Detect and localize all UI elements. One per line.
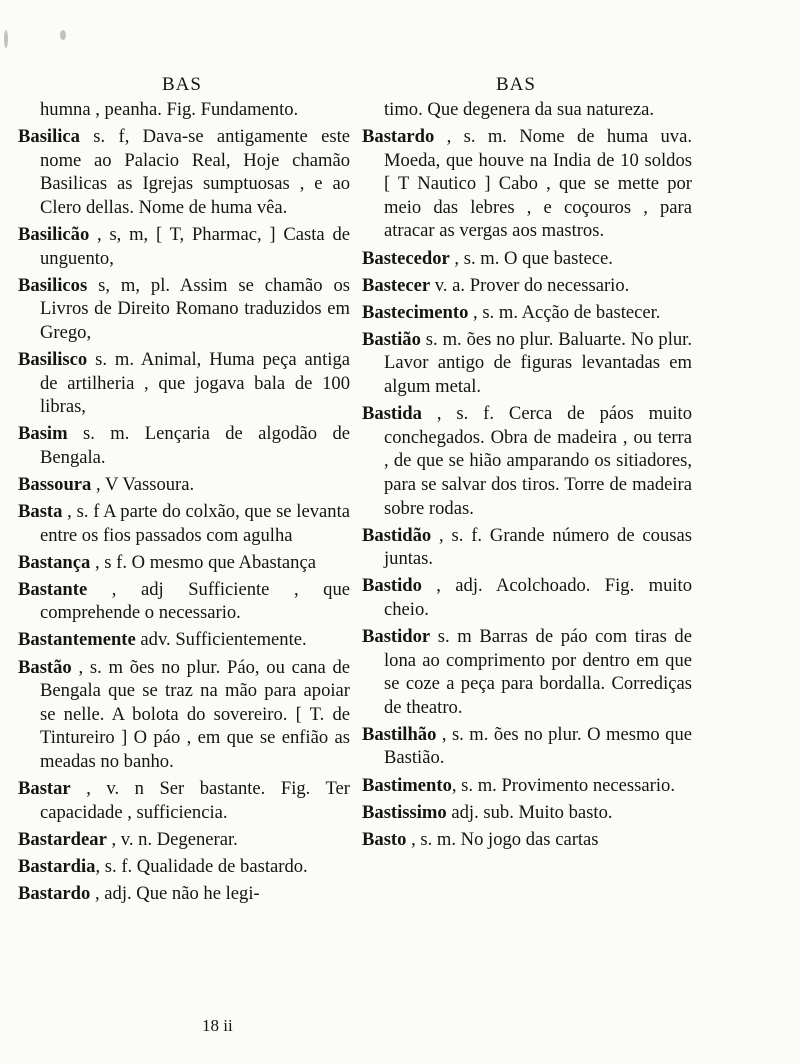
entry-definition: , adj Sufficiente , que comprehende o necessario. — [40, 578, 350, 624]
entry-headword: Bastilhão — [362, 723, 437, 745]
entry-definition: , v. n Ser bastante. Fig. Ter capacidade , sufficiencia. — [40, 778, 350, 823]
running-header-right: BAS — [496, 74, 536, 95]
entry-headword: Bastidor — [362, 625, 431, 647]
left-column — [18, 98, 350, 909]
entry-definition: s. f, Dava-se antigamente este nome ao Palacio Real, Hoje chamão Basilicas as Igrejas sumptuosas , e ao Clero dellas. Nome de huma vêa. — [40, 126, 350, 218]
entry-definition: , v. n. Degenerar. — [106, 828, 238, 850]
entry-definition: s, m, pl. Assim se chamão os Livros de Direito Romano traduzidos em Grego, — [40, 274, 350, 343]
dictionary-entry — [362, 774, 692, 798]
entry-definition: adv. Sufficientemente. — [135, 629, 307, 651]
dictionary-entry — [18, 578, 350, 625]
entry-headword: Bassoura — [18, 473, 92, 495]
dictionary-entry — [18, 125, 350, 219]
dictionary-entry — [362, 301, 692, 325]
ink-smudge — [60, 30, 66, 40]
entry-headword: Bastardo — [18, 882, 91, 904]
entry-definition: s. m. Animal, Huma peça antiga de artilheria , que jogava bala de 100 libras, — [40, 348, 350, 418]
dictionary-entry — [362, 723, 692, 770]
dictionary-entry — [362, 402, 692, 520]
entry-headword: Bastimento — [362, 774, 452, 796]
entry-headword: Bastante — [18, 578, 88, 600]
entry-headword: Bastardo — [362, 126, 435, 148]
entry-definition: , s f. O mesmo que Abastança — [90, 551, 316, 573]
entry-definition: , s. m. Provimento necessario. — [451, 774, 675, 796]
entry-headword: Bastão — [18, 656, 72, 678]
entry-headword: Bastecer — [362, 274, 431, 296]
running-header-left: BAS — [162, 74, 202, 95]
entry-continuation — [18, 98, 350, 122]
dictionary-entry — [18, 656, 350, 774]
entry-definition: s. m. Lençaria de algodão de Bengala. — [40, 423, 350, 468]
dictionary-entry — [18, 882, 350, 906]
dictionary-entry — [18, 274, 350, 345]
entry-definition: , s. f A parte do colxão, que se levanta entre os fios passados com agulha — [40, 501, 350, 546]
dictionary-entry — [362, 247, 692, 271]
entry-headword: Basto — [362, 828, 407, 850]
entry-definition: s. m. ões no plur. Baluarte. No plur. Lavor antigo de figuras levantadas em algum metal. — [384, 328, 692, 398]
entry-definition: , s. m. Acção de bastecer. — [468, 301, 661, 323]
dictionary-entry — [362, 125, 692, 243]
ink-smudge — [4, 30, 8, 48]
entry-definition: humna , peanha. Fig. Fundamento. — [40, 99, 299, 120]
entry-headword: Bastida — [362, 403, 422, 425]
entry-headword: Bastido — [362, 575, 422, 597]
entry-definition: , s. m. O que bastece. — [449, 247, 613, 269]
signature-mark: 18 ii — [202, 1016, 233, 1035]
entry-continuation — [362, 98, 692, 122]
entry-headword: Bastissimo — [362, 801, 447, 823]
entry-headword: Basilicos — [18, 274, 88, 296]
dictionary-entry — [18, 855, 350, 879]
entry-definition: v. a. Prover do necessario. — [430, 274, 630, 296]
dictionary-entry — [362, 801, 692, 825]
entry-definition: , s. f. Grande número de cousas juntas. — [384, 524, 692, 570]
entry-headword: Bastar — [18, 778, 71, 800]
entry-headword: Bastantemente — [18, 629, 136, 651]
dictionary-entry — [362, 274, 692, 298]
dictionary-entry — [362, 625, 692, 719]
entry-headword: Basta — [18, 501, 63, 522]
entry-definition: , s. f. Qualidade de bastardo. — [95, 855, 308, 877]
entry-definition: , adj. Que não he legi- — [90, 882, 260, 904]
entry-headword: Bastardia — [18, 855, 96, 877]
entry-definition: , V Vassoura. — [91, 473, 195, 495]
dictionary-entry — [18, 551, 350, 575]
right-column — [362, 98, 692, 855]
entry-definition: , s. m ões no plur. Páo, ou cana de Bengala que se traz na mão para apoiar se nelle. A bolota do sovereiro. [ T. de Tintureiro ] O páo , em que se enfião as meadas no banho. — [40, 656, 350, 772]
entry-definition: , s. m. No jogo das cartas — [406, 828, 599, 850]
entry-definition: , s. f. Cerca de páos muito conchegados. Obra de madeira , ou terra , de que se hião amparando os sitiadores, para se salvar dos tiros. Torre de madeira sobre rodas. — [384, 403, 692, 519]
entry-definition: , s. m. Nome de huma uva. Moeda, que houve na India de 10 soldos [ T Nautico ] Cabo , que se mette por meio das lebres , e coçouros , para atracar as vergas aos mastros. — [384, 126, 692, 242]
entry-headword: Basilisco — [18, 348, 88, 370]
entry-definition: s. m Barras de páo com tiras de lona ao comprimento por dentro em que se coze a peça para bordalla. Corrediças de theatro. — [384, 625, 692, 718]
dictionary-entry — [18, 828, 350, 852]
entry-headword: Basilica — [18, 126, 80, 148]
entry-headword: Bastecedor — [362, 247, 450, 269]
dictionary-entry — [18, 628, 350, 652]
entry-definition: timo. Que degenera da sua natureza. — [384, 99, 654, 120]
dictionary-entry — [362, 828, 692, 852]
entry-headword: Bastecimento — [362, 301, 469, 323]
dictionary-entry — [18, 500, 350, 547]
entry-headword: Bastidão — [362, 524, 432, 546]
dictionary-entry — [18, 422, 350, 469]
dictionary-entry — [362, 524, 692, 571]
dictionary-entry — [18, 777, 350, 824]
dictionary-entry — [18, 473, 350, 497]
dictionary-entry — [362, 328, 692, 399]
dictionary-entry — [362, 574, 692, 621]
entry-headword: Basilicão — [18, 223, 90, 245]
entry-headword: Bastião — [362, 328, 421, 350]
entry-headword: Basim — [18, 423, 68, 445]
entry-headword: Bastardear — [18, 828, 107, 850]
dictionary-entry — [18, 223, 350, 270]
entry-headword: Bastança — [18, 551, 91, 573]
entry-definition: , s, m, [ T, Pharmac, ] Casta de unguento, — [40, 223, 350, 269]
dictionary-entry — [18, 348, 350, 419]
entry-definition: , s. m. ões no plur. O mesmo que Bastião. — [384, 723, 692, 769]
entry-definition: adj. sub. Muito basto. — [446, 801, 613, 823]
entry-definition: , adj. Acolchoado. Fig. muito cheio. — [384, 575, 692, 620]
